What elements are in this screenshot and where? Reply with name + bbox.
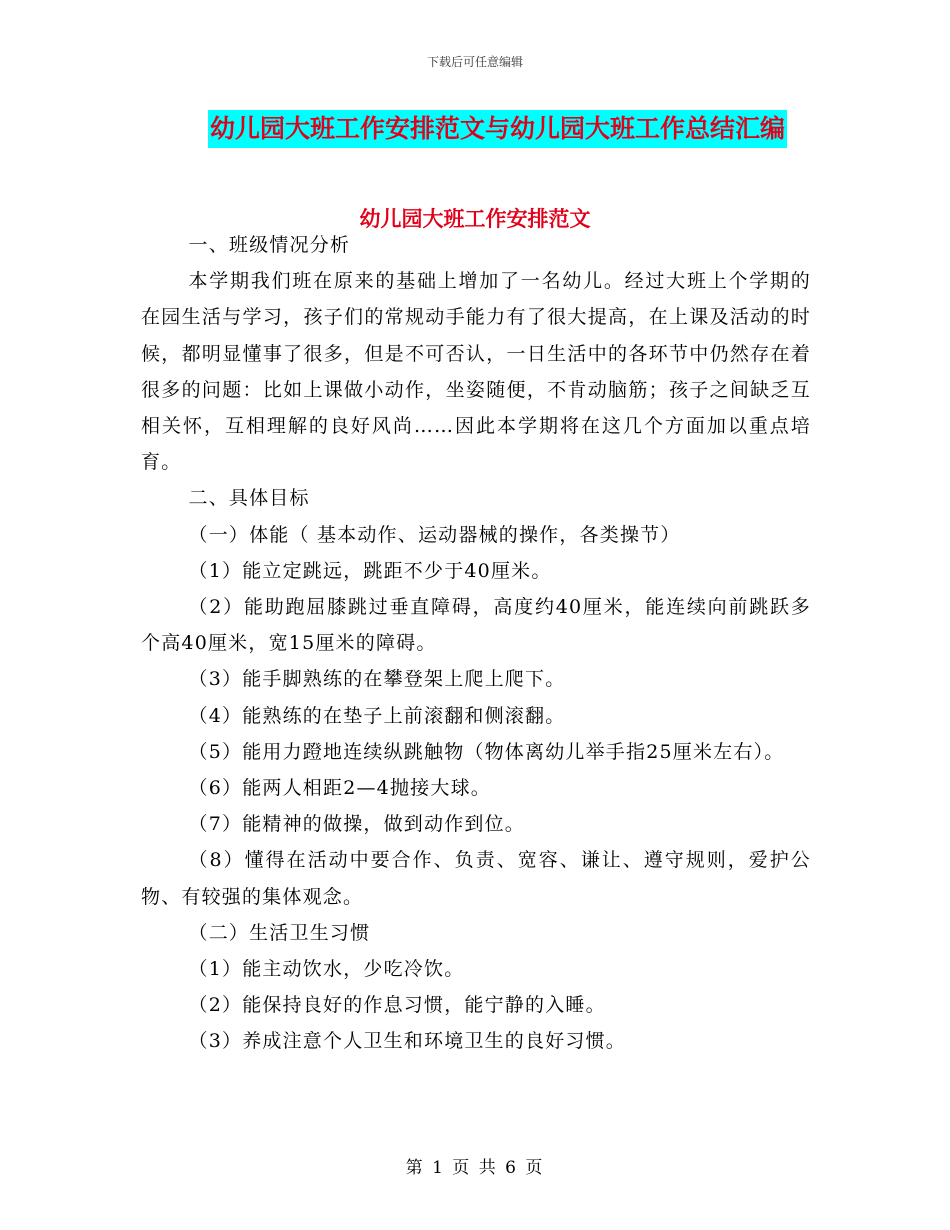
document-body <box>141 227 811 1060</box>
page-header-note: 下载后可任意编辑 <box>426 55 523 69</box>
paragraph-item: （7）能精神的做操，做到动作到位。 <box>188 813 525 836</box>
paragraph-item: （4）能熟练的在垫子上前滚翻和侧滚翻。 <box>188 704 566 727</box>
paragraph-heading-class-analysis: 一、班级情况分析 <box>188 234 351 256</box>
main-title-container <box>0 110 950 148</box>
paragraph-subheading-hygiene: （二）生活卫生习惯 <box>188 921 371 944</box>
document-main-title: 幼儿园大班工作安排范文与幼儿园大班工作总结汇编 <box>208 110 787 148</box>
paragraph-class-analysis: 本学期我们班在原来的基础上增加了一名幼儿。经过大班上个学期的在园生活与学习，孩子们的常规动手能力有了很大提高，在上课及活动的时候，都明显懂事了很多，但是不可否认，一日生活中的各环节中仍然存在着很多的问题：比如上课做小动作，坐姿随便，不肯动脑筋；孩子之间缺乏互相关怀，互相理解的良好风尚……因此本学期将在这几个方面加以重点培育。 <box>141 270 811 474</box>
paragraph-subheading-physical: （一）体能（ 基本动作、运动器械的操作，各类操节） <box>188 523 681 546</box>
paragraph-heading-goals: 二、具体目标 <box>188 487 310 510</box>
paragraph-item: （1）能主动饮水，少吃冷饮。 <box>188 958 465 981</box>
paragraph-item: （3）能手脚熟练的在攀登架上爬上爬下。 <box>188 668 566 691</box>
paragraph-item: （2）能助跑屈膝跳过垂直障碍，高度约40厘米，能连续向前跳跃多个高40厘米，宽15厘米的障碍。 <box>141 596 811 655</box>
paragraph-item: （8）懂得在活动中要合作、负责、宽容、谦让、遵守规则，爱护公物、有较强的集体观念。 <box>141 849 811 908</box>
page-number-footer: 第 1 页 共 6 页 <box>405 1158 545 1178</box>
paragraph-item: （5）能用力蹬地连续纵跳触物（物体离幼儿举手指25厘米左右）。 <box>188 740 785 763</box>
paragraph-item: （1）能立定跳远，跳距不少于40厘米。 <box>188 559 552 582</box>
paragraph-item: （2）能保持良好的作息习惯，能宁静的入睡。 <box>188 994 606 1017</box>
section-title: 幼儿园大班工作安排范文 <box>359 206 591 231</box>
paragraph-item: （3）养成注意个人卫生和环境卫生的良好习惯。 <box>188 1030 626 1053</box>
paragraph-item: （6）能两人相距2—4抛接大球。 <box>188 777 491 800</box>
